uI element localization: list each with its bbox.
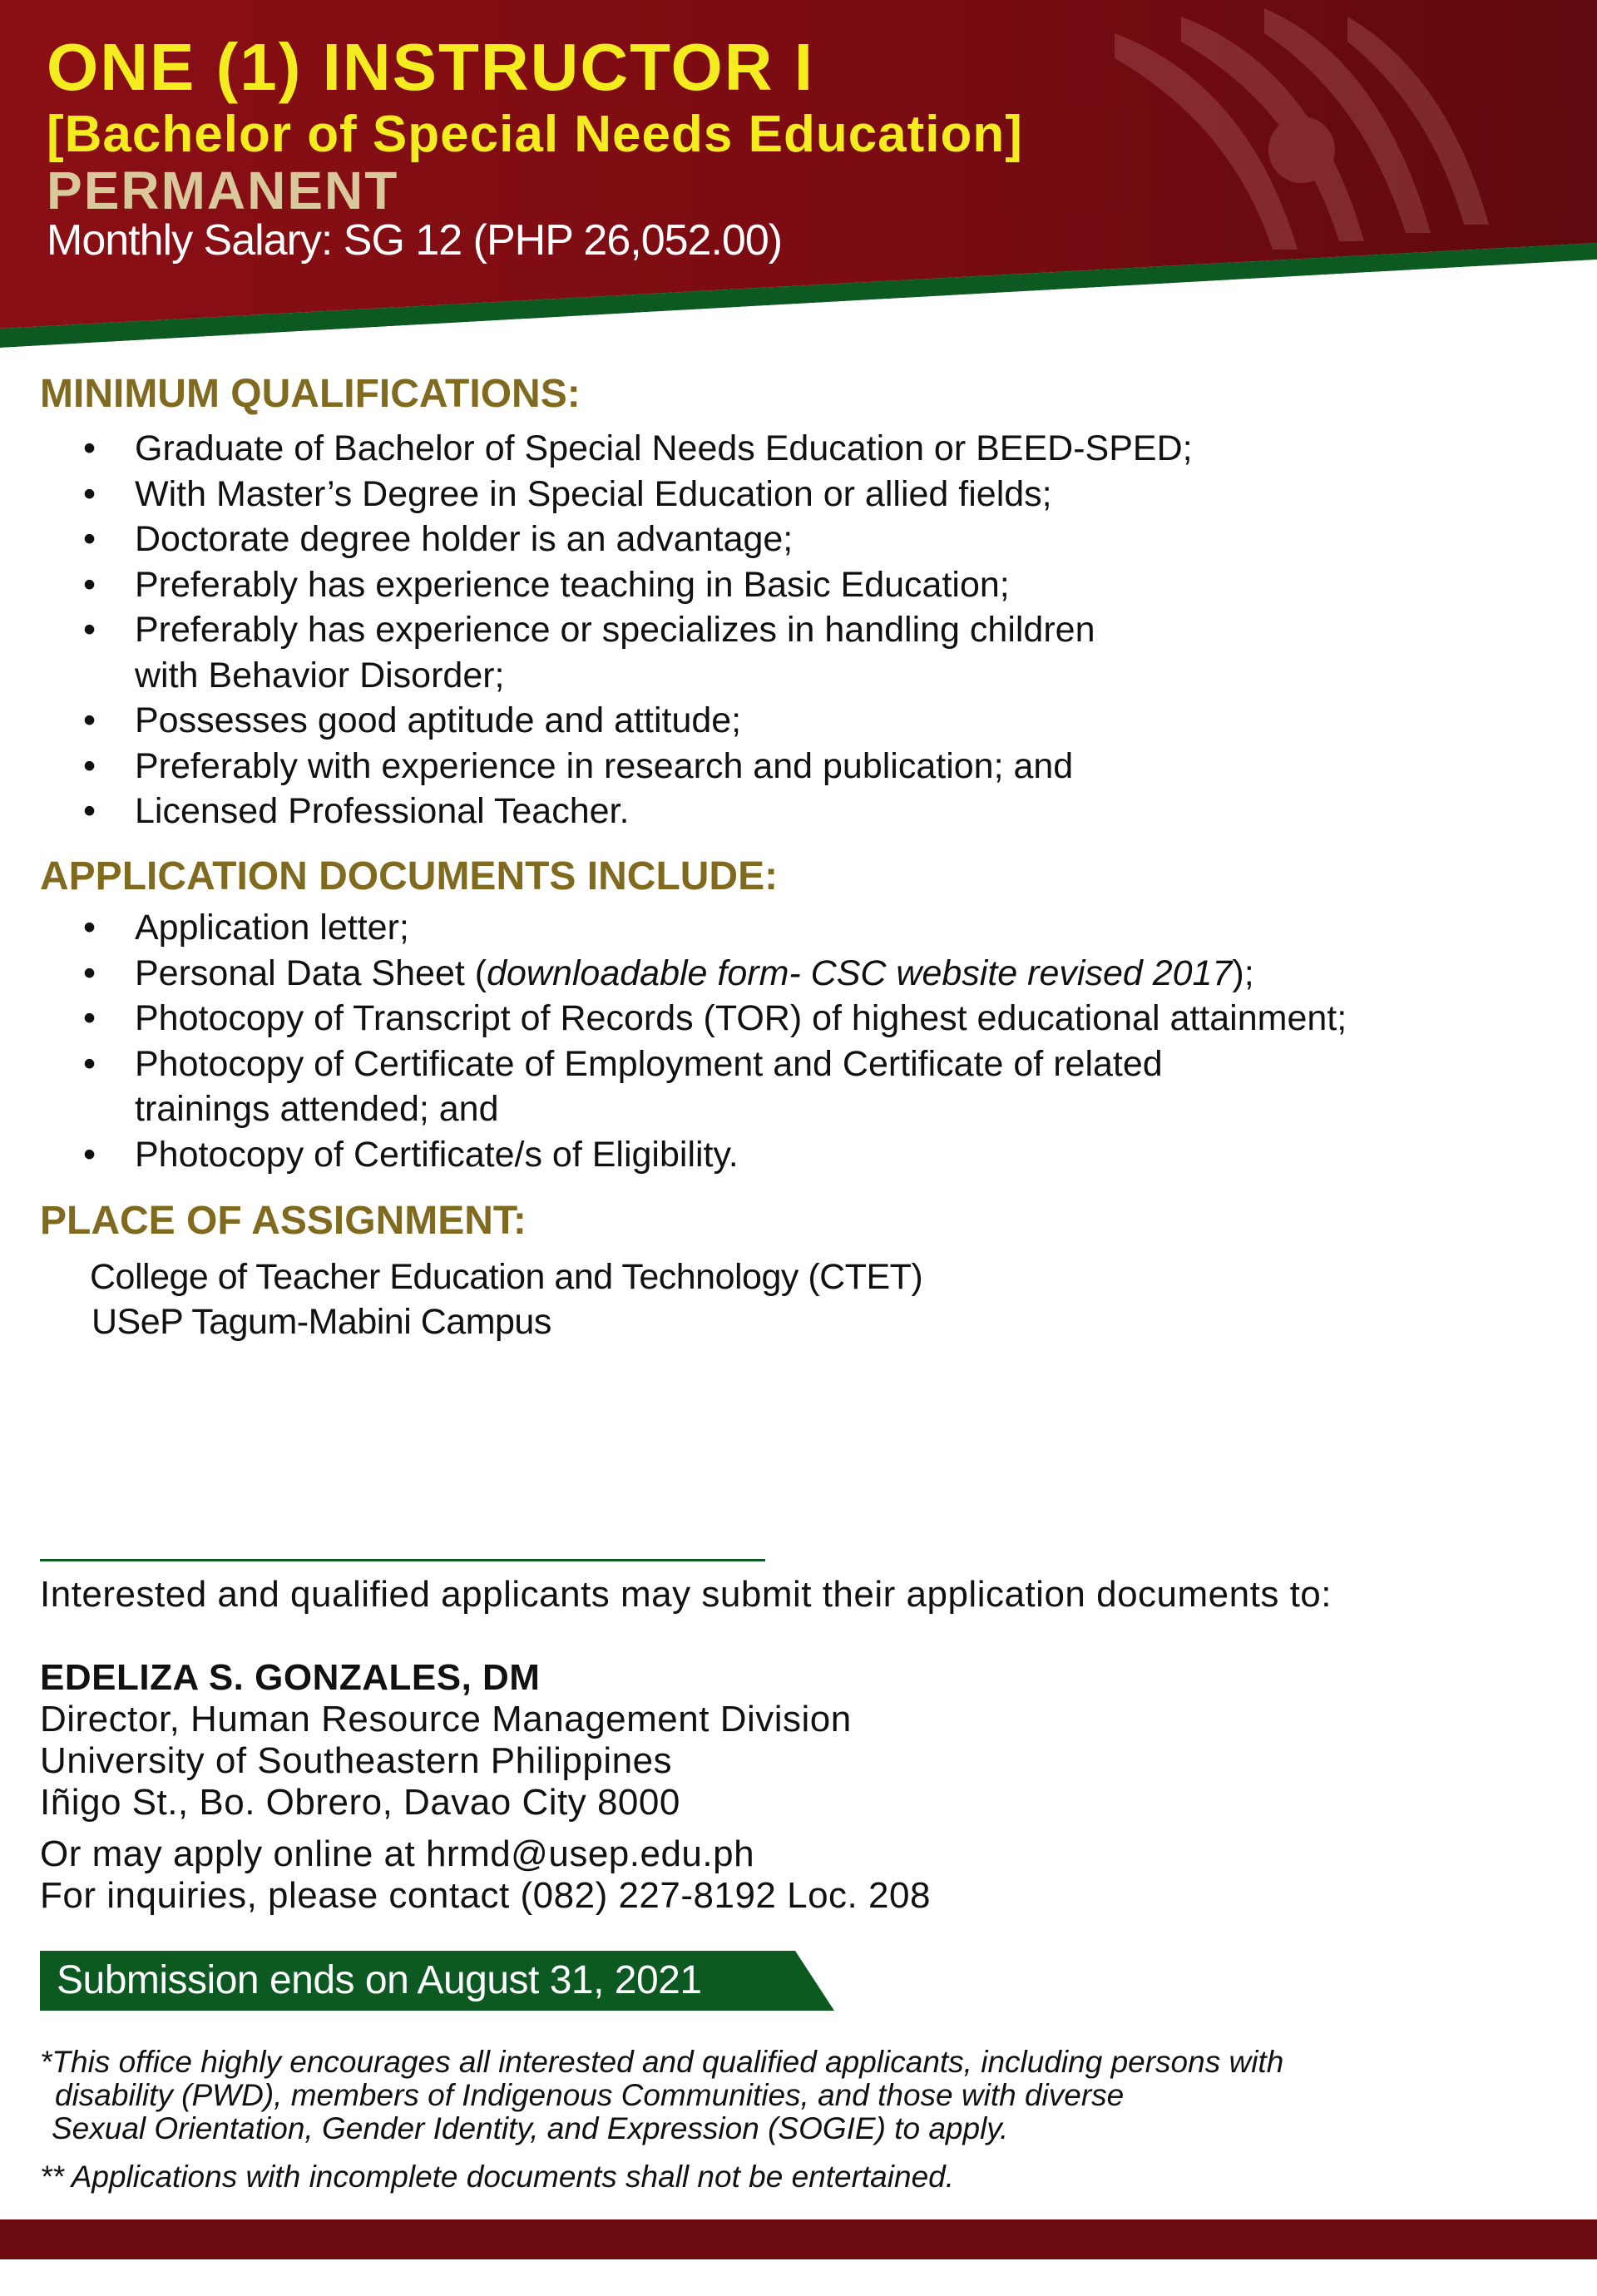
submission-intro: Interested and qualified applicants may submit their application documents to: — [40, 1574, 1332, 1615]
list-item — [83, 951, 1347, 997]
divider — [40, 1559, 765, 1561]
list-item: • Photocopy of Transcript of Records (TOR) of highest educational attainment; — [83, 996, 1347, 1042]
list-item: • Photocopy of Certificate/s of Eligibility. — [83, 1132, 1347, 1178]
program-title: [Bachelor of Special Needs Education] — [47, 106, 1023, 163]
incomplete-documents-note: ** Applications with incomplete documents shall not be entertained. — [40, 2160, 954, 2194]
assignment-heading: PLACE OF ASSIGNMENT: — [40, 1199, 527, 1243]
contact-address: Iñigo St., Bo. Obrero, Davao City 8000 — [40, 1782, 680, 1823]
pds-italic-note: downloadable form- CSC website revised 2017 — [487, 953, 1233, 993]
inclusion-note-line1: *This office highly encourages all interested and qualified applicants, including persons with — [40, 2045, 1284, 2079]
contact-name: EDELIZA S. GONZALES, DM — [40, 1657, 541, 1698]
documents-list — [83, 905, 1347, 1177]
deadline-text: Submission ends on August 31, 2021 — [57, 1958, 702, 2002]
documents-heading: APPLICATION DOCUMENTS INCLUDE: — [40, 854, 779, 898]
deadline-banner — [40, 1951, 834, 2011]
list-item: • Graduate of Bachelor of Special Needs Education or BEED-SPED; — [83, 426, 1193, 472]
inclusion-note-line2: disability (PWD), members of Indigenous Communities, and those with diverse — [55, 2078, 1125, 2112]
employment-status: PERMANENT — [47, 161, 399, 220]
qualifications-heading: MINIMUM QUALIFICATIONS: — [40, 372, 581, 416]
contact-position: Director, Human Resource Management Division — [40, 1699, 852, 1739]
qualifications-list — [83, 426, 1193, 834]
salary-text: Monthly Salary: SG 12 (PHP 26,052.00) — [47, 216, 783, 265]
position-title: ONE (1) INSTRUCTOR I — [47, 30, 815, 104]
list-item-continuation: trainings attended; and — [135, 1089, 499, 1129]
list-item: • Doctorate degree holder is an advantage; — [83, 517, 1193, 562]
list-item: • Preferably with experience in research and publication; and — [83, 744, 1193, 789]
list-item: • Application letter; — [83, 905, 1347, 951]
title-block — [47, 30, 1023, 265]
list-item: • With Master’s Degree in Special Education or allied fields; — [83, 472, 1193, 517]
contact-university: University of Southeastern Philippines — [40, 1740, 673, 1781]
contact-online-block — [40, 1833, 931, 1917]
list-item: • Photocopy of Certificate of Employment and Certificate of related — [83, 1042, 1347, 1087]
pds-text-end: ); — [1232, 953, 1254, 993]
inclusion-note-line3: Sexual Orientation, Gender Identity, and Expression (SOGIE) to apply. — [52, 2111, 1009, 2145]
online-application: Or may apply online at hrmd@usep.edu.ph — [40, 1833, 755, 1874]
contact-block — [40, 1657, 852, 1823]
list-item: • Preferably has experience or specializes in handling children — [83, 607, 1193, 653]
assignment-college: College of Teacher Education and Technology (CTET) — [90, 1257, 923, 1297]
list-item: • Licensed Professional Teacher. — [83, 789, 1193, 834]
list-item: • Possesses good aptitude and attitude; — [83, 698, 1193, 744]
header-banner — [0, 0, 1597, 358]
list-item: • Preferably has experience teaching in Basic Education; — [83, 562, 1193, 608]
pds-text: Personal Data Sheet ( — [135, 953, 487, 993]
list-item-continuation: with Behavior Disorder; — [135, 655, 505, 695]
inquiries-contact: For inquiries, please contact (082) 227-8192 Loc. 208 — [40, 1875, 931, 1916]
footer-bar — [0, 2219, 1597, 2259]
assignment-campus: USeP Tagum-Mabini Campus — [91, 1302, 551, 1342]
